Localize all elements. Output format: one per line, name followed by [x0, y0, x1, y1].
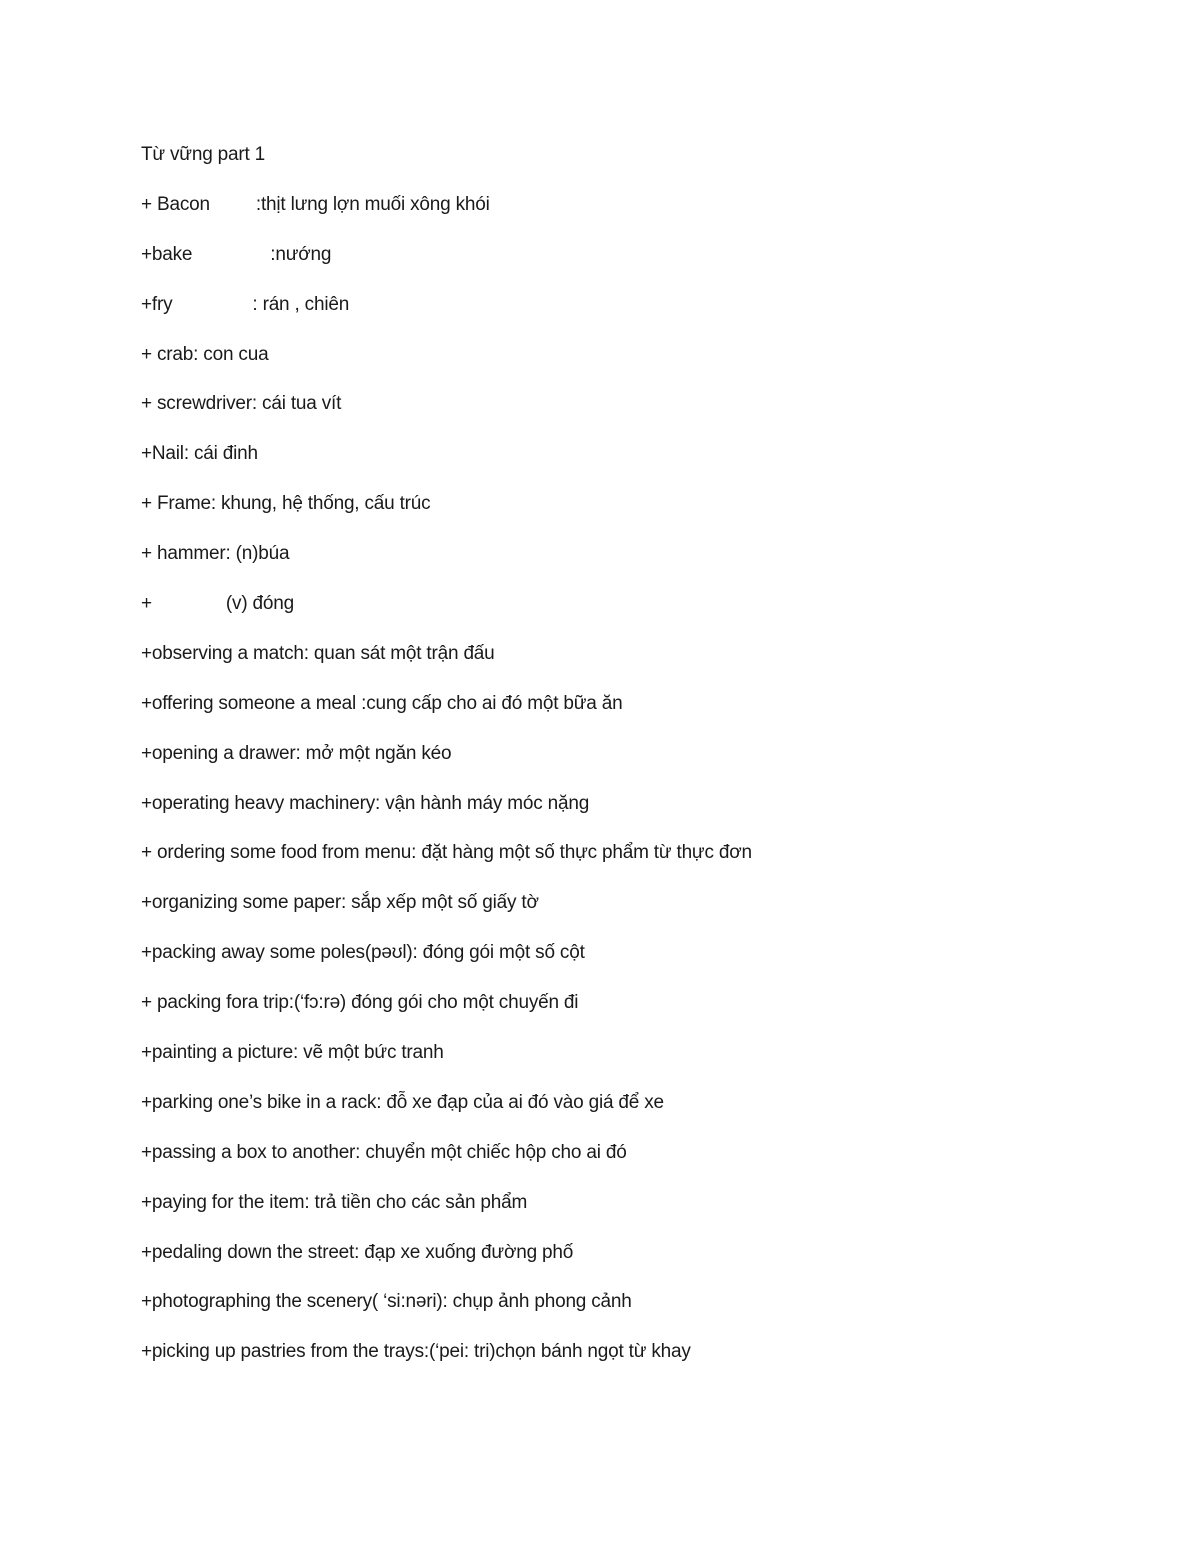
vocab-entry: +observing a match: quan sát một trận đấu: [141, 642, 495, 664]
vocab-entry: +pedaling down the street: đạp xe xuống đường phố: [141, 1241, 574, 1263]
vocab-entry: +operating heavy machinery: vận hành máy móc nặng: [141, 792, 590, 814]
vocab-entry: + Frame: khung, hệ thống, cấu trúc: [141, 493, 431, 515]
vocab-entry: +organizing some paper: sắp xếp một số giấy tờ: [141, 892, 539, 914]
vocab-entry: +passing a box to another: chuyển một chiếc hộp cho ai đó: [141, 1141, 627, 1163]
vocab-entry: +opening a drawer: mở một ngăn kéo: [141, 742, 452, 764]
vocab-entry-bake: [141, 242, 1041, 292]
document-body: [141, 142, 1041, 1389]
vocab-definition: :nướng: [270, 243, 332, 265]
vocab-entry: + hammer: (n)búa: [141, 543, 290, 565]
vocab-entry: +parking one’s bike in a rack: đỗ xe đạp của ai đó vào giá để xe: [141, 1091, 664, 1113]
vocab-term: +bake: [141, 243, 193, 265]
vocab-entry: + packing fora trip:(‘fɔ:rə) đóng gói cho một chuyến đi: [141, 992, 579, 1014]
vocab-entry: + ordering some food from menu: đặt hàng một số thực phẩm từ thực đơn: [141, 842, 752, 864]
vocab-entry: +offering someone a meal :cung cấp cho ai đó một bữa ăn: [141, 692, 623, 714]
vocab-entry: +painting a picture: vẽ một bức tranh: [141, 1042, 444, 1064]
vocab-entry: +picking up pastries from the trays:(‘pei: tri)chọn bánh ngọt từ khay: [141, 1341, 691, 1363]
vocab-term: +fry: [141, 293, 173, 315]
vocab-term: +: [141, 593, 152, 615]
vocab-definition: : rán , chiên: [252, 293, 350, 315]
vocab-entry: +paying for the item: trả tiền cho các sản phẩm: [141, 1191, 528, 1213]
vocab-entry-bacon: [141, 192, 1041, 242]
vocab-entry: +Nail: cái đinh: [141, 443, 258, 465]
vocab-definition: :thịt lưng lợn muối xông khói: [255, 193, 490, 215]
vocab-entry: +packing away some poles(pəʊl): đóng gói một số cột: [141, 942, 585, 964]
vocab-entry-hammer-verb: [141, 591, 1041, 641]
vocab-entry: + crab: con cua: [141, 343, 269, 365]
vocab-entry: +photographing the scenery( ‘si:nəri): chụp ảnh phong cảnh: [141, 1291, 632, 1313]
vocab-entry: + screwdriver: cái tua vít: [141, 393, 342, 415]
vocab-entry-fry: [141, 292, 1041, 342]
vocab-term: + Bacon: [141, 193, 210, 215]
document-title: Từ vững part 1: [141, 144, 266, 165]
vocab-definition: (v) đóng: [225, 593, 295, 615]
